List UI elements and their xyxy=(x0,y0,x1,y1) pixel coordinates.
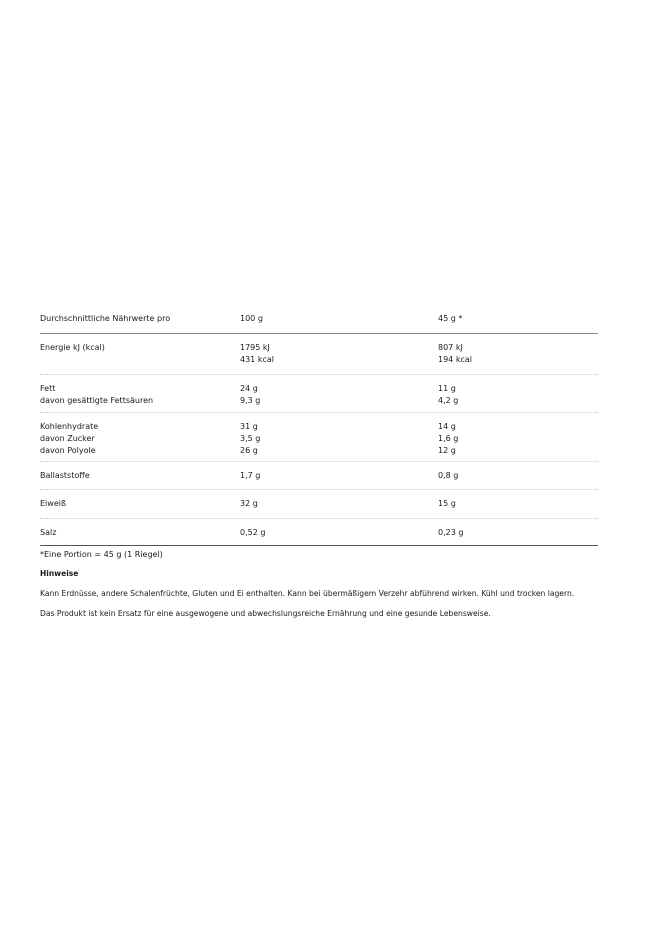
nutrition-sheet xyxy=(40,312,598,620)
per-portion-cell xyxy=(438,383,598,412)
per-portion-cell xyxy=(438,421,598,461)
value-per-100g: 1795 kJ xyxy=(240,343,270,352)
note-disclaimer: Das Produkt ist kein Ersatz für eine ausgewogene und abwechslungsreiche Ernährung und eine gesunde Lebensweise. xyxy=(40,609,491,618)
table-row-fat xyxy=(40,375,598,412)
per-100g-cell xyxy=(240,342,438,374)
value-per-100g: 24 g xyxy=(240,384,258,393)
value-per-100g: 3,5 g xyxy=(240,434,261,443)
row-label: Energie kJ (kcal) xyxy=(40,343,105,352)
table-row-protein xyxy=(40,490,598,518)
value-per-100g: 9,3 g xyxy=(240,396,261,405)
per-100g-cell xyxy=(240,527,438,545)
value-per-portion: 1,6 g xyxy=(438,434,459,443)
per-100g-cell xyxy=(240,470,438,489)
value-per-100g: 32 g xyxy=(240,499,258,508)
header-per-portion: 45 g * xyxy=(438,314,463,323)
value-per-100g: 26 g xyxy=(240,446,258,455)
value-per-portion: 807 kJ xyxy=(438,343,463,352)
value-per-portion: 0,8 g xyxy=(438,471,459,480)
per-portion-cell xyxy=(438,527,598,545)
header-per-100g: 100 g xyxy=(240,314,263,323)
note-allergens: Kann Erdnüsse, andere Schalenfrüchte, Gluten und Ei enthalten. Kann bei übermäßigem Verzehr abführend wirken. Kühl und trocken lagern. xyxy=(40,589,575,598)
value-per-100g: 431 kcal xyxy=(240,355,274,364)
per-portion-cell xyxy=(438,470,598,489)
value-per-portion: 194 kcal xyxy=(438,355,472,364)
value-per-100g: 1,7 g xyxy=(240,471,261,480)
per-portion-cell xyxy=(438,342,598,374)
row-label-cell xyxy=(40,421,240,461)
header-label: Durchschnittliche Nährwerte pro xyxy=(40,314,171,323)
table-header-row xyxy=(40,312,598,333)
per-100g-cell xyxy=(240,383,438,412)
row-label-cell xyxy=(40,470,240,489)
value-per-100g: 31 g xyxy=(240,422,258,431)
portion-footnote: *Eine Portion = 45 g (1 Riegel) xyxy=(40,550,163,559)
row-label: Ballaststoffe xyxy=(40,471,90,480)
row-label: Kohlenhydrate xyxy=(40,422,99,431)
table-row-carbohydrates xyxy=(40,413,598,461)
per-portion-cell xyxy=(438,498,598,518)
row-sublabel: davon Polyole xyxy=(40,446,96,455)
value-per-portion: 15 g xyxy=(438,499,456,508)
per-100g-cell xyxy=(240,498,438,518)
row-sublabel: davon gesättigte Fettsäuren xyxy=(40,396,154,405)
row-label-cell xyxy=(40,527,240,545)
notes-heading: Hinweise xyxy=(40,569,79,578)
table-row-fibre xyxy=(40,462,598,489)
table-row-salt xyxy=(40,519,598,545)
table-bottom-rule xyxy=(40,545,598,546)
row-label: Eiweiß xyxy=(40,499,67,508)
value-per-100g: 0,52 g xyxy=(240,528,266,537)
per-100g-cell xyxy=(240,421,438,461)
row-label-cell xyxy=(40,342,240,374)
value-per-portion: 12 g xyxy=(438,446,456,455)
row-sublabel: davon Zucker xyxy=(40,434,95,443)
value-per-portion: 4,2 g xyxy=(438,396,459,405)
row-label: Fett xyxy=(40,384,56,393)
row-label-cell xyxy=(40,383,240,412)
table-row-energy xyxy=(40,334,598,374)
value-per-portion: 0,23 g xyxy=(438,528,464,537)
value-per-portion: 14 g xyxy=(438,422,456,431)
row-label: Salz xyxy=(40,528,57,537)
value-per-portion: 11 g xyxy=(438,384,456,393)
row-label-cell xyxy=(40,498,240,518)
